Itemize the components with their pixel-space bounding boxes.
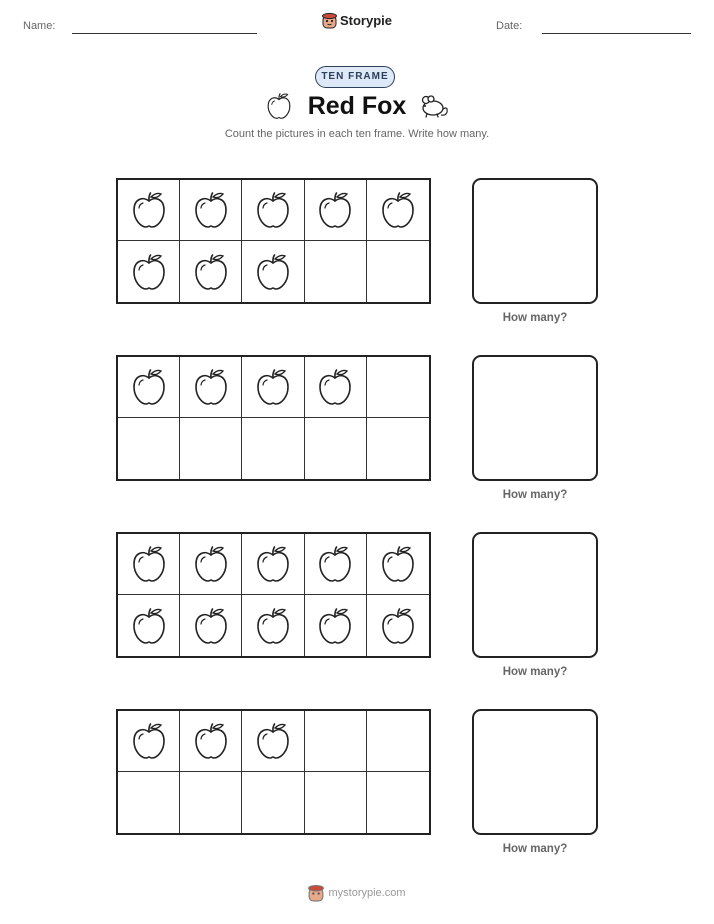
apple-icon	[131, 722, 167, 760]
footer	[0, 884, 714, 907]
frame-cell	[180, 595, 242, 656]
ten-frame-2	[116, 355, 431, 481]
frame-cell	[180, 418, 242, 479]
apple-icon	[255, 253, 291, 291]
instructions: Count the pictures in each ten frame. Write how many.	[224, 128, 490, 140]
apple-icon	[317, 545, 353, 583]
frame-cell	[367, 241, 429, 302]
apple-icon	[380, 545, 416, 583]
apple-icon	[255, 368, 291, 406]
worksheet-title: Red Fox	[307, 92, 407, 120]
frame-cell	[118, 241, 180, 302]
brand-name: Storypie	[339, 13, 392, 28]
frame-cell	[242, 357, 304, 418]
apple-icon	[380, 607, 416, 645]
apple-icon	[131, 368, 167, 406]
frame-cell	[180, 180, 242, 241]
frame-cell	[305, 595, 367, 656]
footer-url: mystorypie.com	[328, 887, 406, 899]
ten-frame-3	[116, 532, 431, 658]
date-label: Date:	[496, 20, 523, 32]
apple-icon	[317, 368, 353, 406]
apple-icon	[255, 722, 291, 760]
frame-cell	[242, 595, 304, 656]
frame-cell	[305, 357, 367, 418]
apple-icon	[380, 191, 416, 229]
how-many-label-1: How many?	[502, 312, 568, 324]
frame-cell	[367, 534, 429, 595]
frame-cell	[180, 241, 242, 302]
frame-cell	[118, 180, 180, 241]
how-many-label-4: How many?	[502, 843, 568, 855]
frame-cell	[242, 772, 304, 833]
apple-icon	[131, 253, 167, 291]
mouse-icon	[418, 94, 450, 118]
mascot-icon	[308, 884, 324, 902]
apple-icon	[317, 607, 353, 645]
how-many-label-3: How many?	[502, 666, 568, 678]
apple-icon	[193, 545, 229, 583]
apple-icon	[193, 607, 229, 645]
frame-cell	[242, 180, 304, 241]
apple-icon	[131, 191, 167, 229]
answer-box-1[interactable]	[472, 178, 598, 304]
frame-cell	[180, 357, 242, 418]
frame-cell	[305, 241, 367, 302]
apple-icon	[193, 253, 229, 291]
brand-logo	[0, 12, 714, 34]
frame-cell	[118, 418, 180, 479]
frame-cell	[118, 534, 180, 595]
ten-frame-1	[116, 178, 431, 304]
frame-cell	[180, 772, 242, 833]
frame-cell	[305, 418, 367, 479]
frame-cell	[367, 180, 429, 241]
frame-cell	[180, 534, 242, 595]
worksheet-type-badge: TEN FRAME	[315, 66, 395, 88]
how-many-label-2: How many?	[502, 489, 568, 501]
frame-cell	[367, 357, 429, 418]
name-label: Name:	[23, 20, 56, 32]
frame-cell	[242, 711, 304, 772]
frame-cell	[242, 534, 304, 595]
apple-icon	[255, 545, 291, 583]
frame-cell	[242, 418, 304, 479]
date-line[interactable]	[542, 33, 691, 34]
apple-icon	[255, 191, 291, 229]
mascot-icon	[322, 12, 337, 29]
apple-icon	[193, 191, 229, 229]
apple-icon	[131, 607, 167, 645]
frame-cell	[180, 711, 242, 772]
frame-cell	[305, 534, 367, 595]
answer-box-2[interactable]	[472, 355, 598, 481]
apple-icon	[193, 368, 229, 406]
frame-cell	[367, 595, 429, 656]
apple-icon	[131, 545, 167, 583]
answer-box-4[interactable]	[472, 709, 598, 835]
answer-box-3[interactable]	[472, 532, 598, 658]
frame-cell	[305, 772, 367, 833]
frame-cell	[118, 357, 180, 418]
frame-cell	[118, 772, 180, 833]
apple-icon	[255, 607, 291, 645]
ten-frame-4	[116, 709, 431, 835]
apple-icon	[193, 722, 229, 760]
frame-cell	[367, 772, 429, 833]
frame-cell	[305, 180, 367, 241]
frame-cell	[118, 595, 180, 656]
apple-icon	[317, 191, 353, 229]
frame-cell	[367, 711, 429, 772]
frame-cell	[118, 711, 180, 772]
frame-cell	[305, 711, 367, 772]
frame-cell	[242, 241, 304, 302]
frame-cell	[367, 418, 429, 479]
